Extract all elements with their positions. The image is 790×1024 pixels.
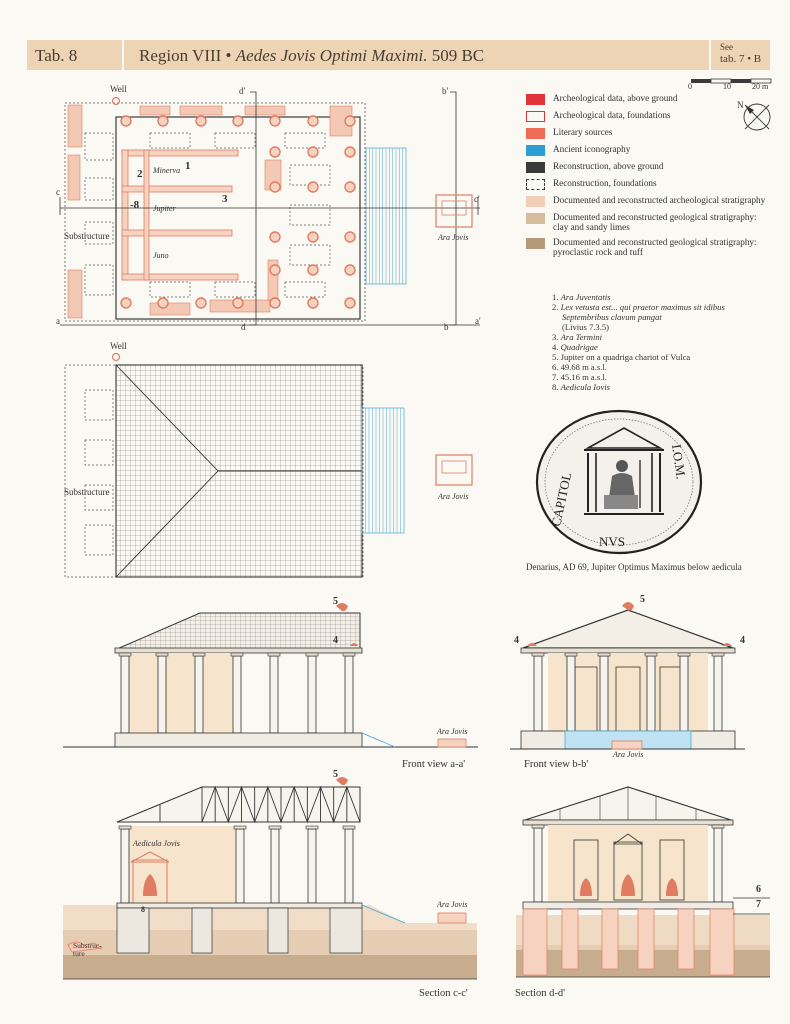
scale-mid: 10 [723, 82, 731, 91]
minerva-label: Minerva [153, 166, 181, 175]
column-shaft [534, 828, 542, 902]
marker-7-dd: 7 [756, 899, 761, 910]
note-text: (Livius 7.3.5) [562, 322, 610, 332]
section-a: a [56, 316, 60, 326]
marker-4-bb-right: 4 [740, 635, 745, 646]
scale-zero: 0 [688, 82, 692, 91]
legend-label: Archeological data, above ground [553, 93, 678, 103]
legend-label: Ancient iconography [553, 144, 631, 154]
scale-end: 20 m [752, 82, 769, 91]
legend-label: Archeological data, foundations [553, 110, 671, 120]
coin-text-right: I.O.M. [669, 443, 689, 481]
note-text: Ara Termini [560, 332, 603, 342]
note-text: Ara Juventatis [560, 292, 611, 302]
column-capital [532, 825, 544, 828]
legend-label: Documented and reconstructed archeological stratigraphy [553, 195, 766, 205]
marker-5-cc: 5 [333, 769, 338, 780]
section-cc-label: Section c-c' [419, 988, 468, 999]
note-number: 3. [552, 332, 561, 342]
section-c-prime: c' [474, 194, 480, 204]
marker-4-aa: 4 [333, 635, 338, 646]
legend-label: Documented and reconstructed geological stratigraphy: pyroclastic rock and tuff [553, 237, 757, 257]
note-text: 45.16 m a.s.l. [560, 372, 607, 382]
roof-ara-label: Ara Jovis [438, 492, 469, 501]
section-c: c [56, 187, 60, 197]
section-b: b [444, 322, 449, 332]
legend-label: Reconstruction, above ground [553, 161, 664, 171]
ara-label-bb: Ara Jovis [613, 750, 644, 759]
coin-caption: Denarius, AD 69, Jupiter Optimus Maximus below aedicula [526, 562, 742, 572]
section-dd-label: Section d-d' [515, 988, 566, 999]
legend-label: Reconstruction, foundations [553, 178, 657, 188]
note-number: 4. [552, 342, 561, 352]
section-d: d [241, 322, 246, 332]
note-number: 7. [552, 372, 561, 382]
marker-6-dd: 6 [756, 884, 761, 895]
marker-8-cc: 8 [141, 905, 145, 914]
juno-label: Juno [153, 251, 169, 260]
title-prefix: Region VIII • [139, 46, 232, 65]
section-a-prime: a' [475, 316, 481, 326]
note-text: Jupiter on a quadriga chariot of Vulca [560, 352, 691, 362]
note-number: 2. [552, 302, 561, 312]
front-view-aa-label: Front view a-a' [402, 759, 466, 770]
legend-label: Documented and reconstructed geological stratigraphy: clay and sandy limes [553, 212, 757, 232]
column-capital [712, 825, 724, 828]
entablature-dd [523, 820, 733, 825]
marker-3: 3 [222, 193, 228, 205]
jupiter-label: Jupiter [153, 204, 176, 213]
section-b-prime: b' [442, 86, 449, 96]
roof-well-label: Well [110, 341, 127, 351]
aedicula-label: Aedicula Jovis [133, 839, 180, 848]
note-text: Quadrigae [560, 342, 598, 352]
marker-1: 1 [185, 160, 191, 172]
marker-4-bb-left: 4 [514, 635, 519, 646]
note-number: 1. [552, 292, 561, 302]
marker-5-bb: 5 [640, 594, 645, 605]
note-text: 49.68 m a.s.l. [560, 362, 607, 372]
substructure-label-cc: Substruc-ture [73, 941, 102, 958]
podium-top-dd [523, 902, 733, 909]
coin-text-bottom: NVS [599, 534, 626, 549]
north-label: N [737, 100, 744, 110]
section-d-prime: d' [239, 86, 246, 96]
see-label: See [720, 42, 733, 52]
column-shaft [714, 828, 722, 902]
marker-5-aa: 5 [333, 596, 338, 607]
roof-substructure-label: Substructure [64, 487, 110, 497]
title-date: 509 BC [431, 46, 485, 65]
plan-ara-label: Ara Jovis [438, 233, 469, 242]
plan-substructure-label: Substructure [64, 231, 110, 241]
note-number: 8. [552, 382, 561, 392]
plan-well-label: Well [110, 84, 127, 94]
note-number: 6. [552, 362, 561, 372]
legend-label: Literary sources [553, 127, 613, 137]
ara-label-cc: Ara Jovis [437, 900, 468, 909]
note-number: 5. [552, 352, 561, 362]
note-text: Aedicula Iovis [560, 382, 610, 392]
note-text: Lex vetusta est... qui praetor maximus sit idibus Septembribus clavum pangat [560, 302, 725, 322]
cross-reference: tab. 7 • B [720, 53, 762, 65]
title-italic: Aedes Jovis Optimi Maximi. [235, 46, 428, 65]
marker-2: 2 [137, 168, 143, 180]
coin-text-left: CAPITOL [548, 471, 575, 528]
marker-8: -8 [130, 199, 140, 211]
tab-number: Tab. 8 [35, 46, 78, 65]
front-view-bb-label: Front view b-b' [524, 759, 589, 770]
ara-label-aa: Ara Jovis [437, 727, 468, 736]
